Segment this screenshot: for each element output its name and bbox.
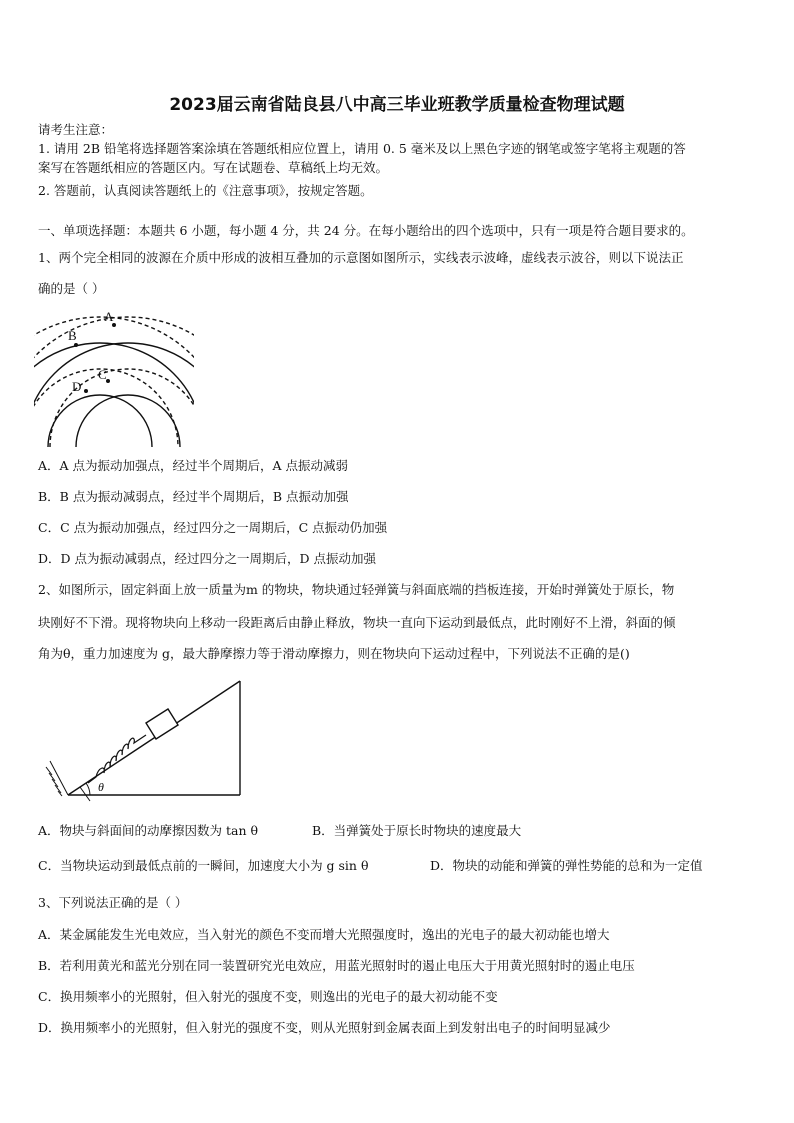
label-d: D bbox=[72, 379, 82, 394]
q3-stem: 3、下列说法正确的是（ ） bbox=[38, 895, 188, 910]
q1-option-a: A．A 点为振动加强点，经过半个周期后，A 点振动减弱 bbox=[38, 458, 349, 473]
section-1-heading: 一、单项选择题：本题共 6 小题，每小题 4 分，共 24 分。在每小题给出的四个选项中，只有一项是符合题目要求的。 bbox=[38, 223, 694, 238]
q1-stem-line-1: 1、两个完全相同的波源在介质中形成的波相互叠加的示意图如图所示，实线表示波峰，虚线表示波谷，则以下说法正 bbox=[38, 250, 684, 265]
q2-option-c: C．当物块运动到最低点前的一瞬间，加速度大小为 g sin θ bbox=[38, 858, 369, 873]
q3-option-a: A．某金属能发生光电效应，当入射光的颜色不变而增大光照强度时，逸出的光电子的最大初动能也增大 bbox=[38, 927, 610, 942]
notice-item-1-line-1: 1. 请用 2B 铅笔将选择题答案涂填在答题纸相应位置上，请用 0. 5 毫米及以上黑色字迹的钢笔或签字笔将主观题的答 bbox=[38, 141, 686, 156]
q1-stem-line-2: 确的是（ ） bbox=[38, 281, 105, 296]
q2-option-b: B．当弹簧处于原长时物块的速度最大 bbox=[312, 823, 522, 838]
label-b: B bbox=[68, 328, 77, 343]
q2-option-d: D．物块的动能和弹簧的弹性势能的总和为一定值 bbox=[430, 858, 703, 873]
point-d-dot bbox=[84, 389, 88, 393]
q2-option-a: A．物块与斜面间的动摩擦因数为 tan θ bbox=[38, 823, 259, 838]
q1-option-d: D．D 点为振动减弱点，经过四分之一周期后，D 点振动加强 bbox=[38, 551, 377, 566]
q2-stem-line-1: 2、如图所示，固定斜面上放一质量为m 的物块，物块通过轻弹簧与斜面底端的挡板连接，开始时弹簧处于原长，物 bbox=[38, 582, 675, 597]
label-theta: θ bbox=[98, 780, 104, 794]
q3-option-c: C．换用频率小的光照射，但入射光的强度不变，则逸出的光电子的最大初动能不变 bbox=[38, 989, 498, 1004]
point-b-dot bbox=[74, 343, 78, 347]
label-c: C bbox=[98, 367, 107, 382]
page-title: 2023届云南省陆良县八中高三毕业班教学质量检查物理试题 bbox=[169, 95, 625, 115]
label-a: A bbox=[104, 309, 114, 324]
right-crest-outer bbox=[34, 343, 194, 447]
q3-option-d: D．换用频率小的光照射，但入射光的强度不变，则从光照射到金属表面上到发射出电子的时间明显减少 bbox=[38, 1020, 611, 1035]
block bbox=[146, 709, 178, 739]
q2-stem-line-2: 块刚好不下滑。现将物块向上移动一段距离后由静止释放，物块一直向下运动到最低点，此时刚好不上滑，斜面的倾 bbox=[38, 615, 676, 630]
notice-item-2: 2. 答题前，认真阅读答题纸上的《注意事项》，按规定答题。 bbox=[38, 183, 373, 198]
notice-heading: 请考生注意： bbox=[38, 122, 114, 137]
q1-wave-interference-figure bbox=[34, 305, 194, 447]
left-crest-outer bbox=[34, 343, 194, 447]
q3-option-b: B．若利用黄光和蓝光分别在同一装置研究光电效应，用蓝光照射时的遏止电压大于用黄光照射时的遏止电压 bbox=[38, 958, 635, 973]
q1-option-c: C．C 点为振动加强点，经过四分之一周期后，C 点振动仍加强 bbox=[38, 520, 388, 535]
q2-incline-spring-figure bbox=[40, 675, 250, 805]
q1-option-b: B．B 点为振动减弱点，经过半个周期后，B 点振动加强 bbox=[38, 489, 349, 504]
notice-item-1-line-2: 案写在答题纸相应的答题区内。写在试题卷、草稿纸上均无效。 bbox=[38, 160, 389, 175]
q2-stem-line-3: 角为θ，重力加速度为 g，最大静摩擦力等于滑动摩擦力，则在物块向下运动过程中，下列说法不正确的是() bbox=[38, 646, 630, 661]
